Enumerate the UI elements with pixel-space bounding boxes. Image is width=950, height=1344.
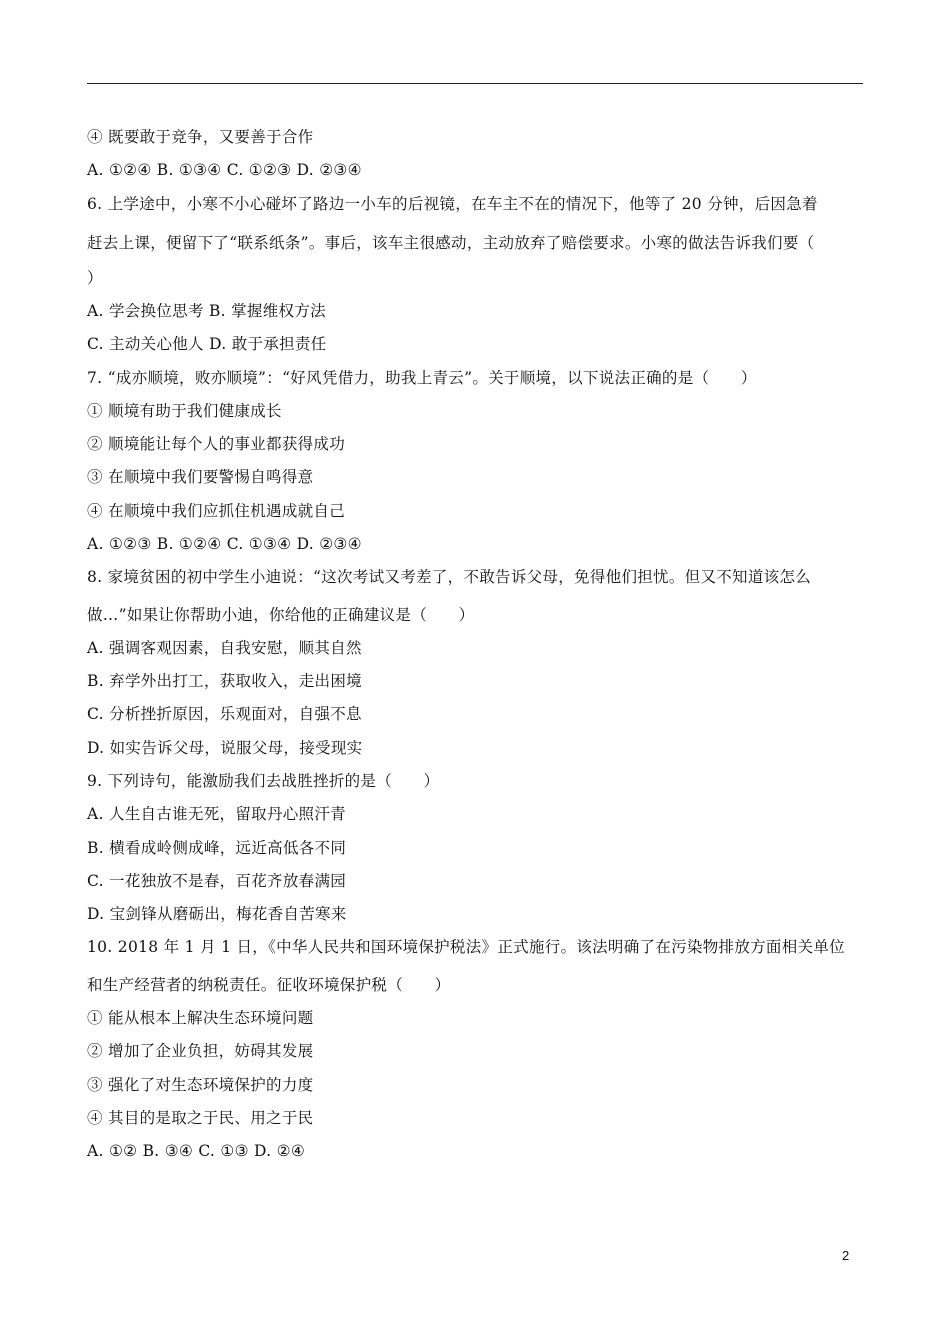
question-9-stem: 9. 下列诗句，能激励我们去战胜挫折的是（ ）: [87, 772, 440, 790]
option-line: ① 顺境有助于我们健康成长: [87, 402, 282, 420]
question-6-stem-end: ）: [87, 269, 103, 287]
question-8-stem-cont: 做…”如果让你帮助小迪，你给他的正确建议是（ ）: [87, 606, 475, 624]
question-6-stem-cont: 赶去上课，便留下了“联系纸条”。事后，该车主很感动，主动放弃了赔偿要求。小寒的做法告诉我们要（: [87, 234, 815, 252]
answer-choice: A. 人生自古谁无死，留取丹心照汗青: [87, 805, 346, 823]
answer-choice: B. 弃学外出打工，获取收入，走出困境: [87, 672, 362, 690]
page-number: 2: [842, 1248, 850, 1263]
option-line: ④ 既要敢于竞争，又要善于合作: [87, 128, 314, 146]
answer-choice: C. 一花独放不是春，百花齐放春满园: [87, 872, 347, 890]
answer-choice: D. 如实告诉父母，说服父母，接受现实: [87, 739, 363, 757]
option-line: ② 顺境能让每个人的事业都获得成功: [87, 435, 346, 453]
answer-choice: D. 宝剑锋从磨砺出，梅花香自苦寒来: [87, 905, 347, 923]
option-line: ④ 在顺境中我们应抓住机遇成就自己: [87, 502, 346, 520]
answer-choice: A. 强调客观因素，自我安慰，顺其自然: [87, 639, 362, 657]
question-6-stem: 6. 上学途中，小寒不小心碰坏了路边一小车的后视镜，在车主不在的情况下，他等了 20 分钟，后因急着: [87, 195, 818, 213]
answer-choices: C. 主动关心他人 D. 敢于承担责任: [87, 335, 327, 353]
option-line: ④ 其目的是取之于民、用之于民: [87, 1109, 314, 1127]
answer-choices: A. ①②③ B. ①②④ C. ①③④ D. ②③④: [87, 535, 362, 553]
header-rule: [87, 83, 863, 84]
answer-choices: A. ①② B. ③④ C. ①③ D. ②④: [87, 1142, 306, 1160]
question-10-stem-cont: 和生产经营者的纳税责任。征收环境保护税（ ）: [87, 976, 451, 994]
answer-choices: A. 学会换位思考 B. 掌握维权方法: [87, 302, 326, 320]
question-8-stem: 8. 家境贫困的初中学生小迪说：“这次考试又考差了，不敢告诉父母，免得他们担忧。但又不知道该怎么: [87, 568, 812, 586]
answer-choice: B. 横看成岭侧成峰，远近高低各不同: [87, 839, 347, 857]
question-7-stem: 7. “成亦顺境，败亦顺境”：“好风凭借力，助我上青云”。关于顺境，以下说法正确的是（ ）: [87, 369, 757, 387]
option-line: ③ 强化了对生态环境保护的力度: [87, 1076, 314, 1094]
option-line: ② 增加了企业负担，妨碍其发展: [87, 1042, 314, 1060]
option-line: ① 能从根本上解决生态环境问题: [87, 1009, 314, 1027]
question-10-stem: 10. 2018 年 1 月 1 日，《中华人民共和国环境保护税法》正式施行。该法明确了在污染物排放方面相关单位: [87, 938, 845, 956]
answer-choice: C. 分析挫折原因，乐观面对，自强不息: [87, 705, 362, 723]
answer-choices: A. ①②④ B. ①③④ C. ①②③ D. ②③④: [87, 161, 362, 179]
option-line: ③ 在顺境中我们要警惕自鸣得意: [87, 468, 314, 486]
